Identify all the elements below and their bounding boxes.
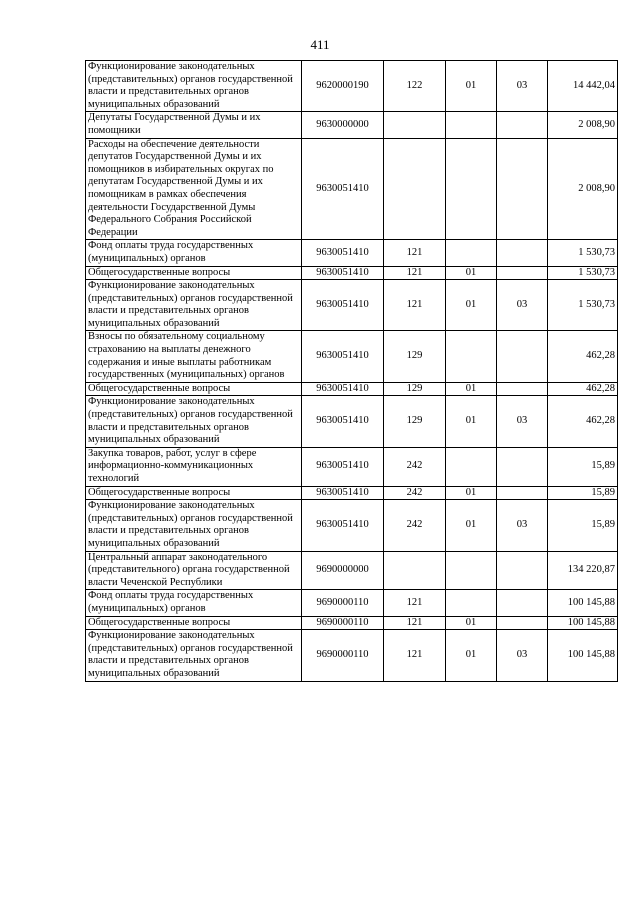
row-code-cell: 9690000000 — [302, 551, 384, 590]
row-amount-cell: 100 145,88 — [548, 590, 618, 616]
table-row — [86, 331, 618, 382]
table-row — [86, 280, 618, 331]
row-expense-type-cell: 122 — [384, 61, 446, 112]
row-subsection-cell — [497, 447, 548, 486]
row-amount-cell: 462,28 — [548, 331, 618, 382]
row-subsection-cell — [497, 382, 548, 396]
row-name-cell: Функционирование законодательных (представительных) органов государственной власти и представительных органов муниципальных образований — [86, 630, 302, 681]
row-code-cell: 9690000110 — [302, 630, 384, 681]
row-expense-type-cell: 121 — [384, 240, 446, 266]
row-code-cell: 9690000110 — [302, 590, 384, 616]
table-row — [86, 486, 618, 500]
row-subsection-cell — [497, 138, 548, 240]
row-code-cell: 9630051410 — [302, 500, 384, 551]
row-expense-type-cell: 121 — [384, 280, 446, 331]
row-name-cell: Расходы на обеспечение деятельности депутатов Государственной Думы и их помощников в избирательных округах по депутатам Государственной Думы и их помощникам в рамках обеспечения деятельности Государственной Думы Федерального Собрания Российской Федерации — [86, 138, 302, 240]
row-subsection-cell — [497, 616, 548, 630]
row-subsection-cell: 03 — [497, 61, 548, 112]
row-subsection-cell — [497, 331, 548, 382]
row-name-cell: Фонд оплаты труда государственных (муниципальных) органов — [86, 590, 302, 616]
table-row — [86, 240, 618, 266]
row-expense-type-cell — [384, 138, 446, 240]
row-amount-cell: 15,89 — [548, 447, 618, 486]
row-amount-cell: 15,89 — [548, 500, 618, 551]
row-section-cell — [446, 138, 497, 240]
row-code-cell: 9630051410 — [302, 396, 384, 447]
row-code-cell: 9630051410 — [302, 138, 384, 240]
row-code-cell: 9630051410 — [302, 382, 384, 396]
row-amount-cell: 1 530,73 — [548, 240, 618, 266]
table-row — [86, 551, 618, 590]
row-amount-cell: 1 530,73 — [548, 266, 618, 280]
row-expense-type-cell: 129 — [384, 396, 446, 447]
row-name-cell: Центральный аппарат законодательного (представительного) органа государственной власти Чеченской Республики — [86, 551, 302, 590]
row-subsection-cell — [497, 590, 548, 616]
row-amount-cell: 100 145,88 — [548, 616, 618, 630]
row-amount-cell: 134 220,87 — [548, 551, 618, 590]
row-expense-type-cell: 242 — [384, 486, 446, 500]
row-subsection-cell — [497, 266, 548, 280]
row-amount-cell: 2 008,90 — [548, 112, 618, 138]
budget-table-body — [86, 61, 618, 682]
table-row — [86, 500, 618, 551]
page-number: 411 — [310, 37, 330, 52]
row-section-cell: 01 — [446, 382, 497, 396]
row-expense-type-cell: 129 — [384, 331, 446, 382]
budget-table — [85, 60, 618, 682]
row-section-cell — [446, 112, 497, 138]
row-subsection-cell: 03 — [497, 396, 548, 447]
row-section-cell: 01 — [446, 500, 497, 551]
row-subsection-cell: 03 — [497, 500, 548, 551]
table-row — [86, 396, 618, 447]
row-name-cell: Общегосударственные вопросы — [86, 616, 302, 630]
row-expense-type-cell: 242 — [384, 447, 446, 486]
row-name-cell: Общегосударственные вопросы — [86, 382, 302, 396]
row-amount-cell: 2 008,90 — [548, 138, 618, 240]
row-subsection-cell — [497, 112, 548, 138]
table-row — [86, 266, 618, 280]
row-expense-type-cell: 121 — [384, 590, 446, 616]
row-name-cell: Функционирование законодательных (представительных) органов государственной власти и представительных органов муниципальных образований — [86, 396, 302, 447]
row-name-cell: Общегосударственные вопросы — [86, 266, 302, 280]
row-name-cell: Функционирование законодательных (представительных) органов государственной власти и представительных органов муниципальных образований — [86, 500, 302, 551]
row-code-cell: 9630051410 — [302, 331, 384, 382]
row-section-cell — [446, 590, 497, 616]
row-section-cell — [446, 240, 497, 266]
row-subsection-cell: 03 — [497, 280, 548, 331]
row-section-cell: 01 — [446, 630, 497, 681]
row-subsection-cell: 03 — [497, 630, 548, 681]
table-row — [86, 382, 618, 396]
row-code-cell: 9620000190 — [302, 61, 384, 112]
row-amount-cell: 100 145,88 — [548, 630, 618, 681]
row-section-cell — [446, 331, 497, 382]
row-name-cell: Общегосударственные вопросы — [86, 486, 302, 500]
row-code-cell: 9630000000 — [302, 112, 384, 138]
row-section-cell: 01 — [446, 280, 497, 331]
row-expense-type-cell: 242 — [384, 500, 446, 551]
row-subsection-cell — [497, 486, 548, 500]
row-section-cell: 01 — [446, 61, 497, 112]
row-section-cell — [446, 551, 497, 590]
row-code-cell: 9630051410 — [302, 240, 384, 266]
row-name-cell: Фонд оплаты труда государственных (муниципальных) органов — [86, 240, 302, 266]
row-expense-type-cell: 121 — [384, 266, 446, 280]
table-row — [86, 630, 618, 681]
row-code-cell: 9630051410 — [302, 486, 384, 500]
row-expense-type-cell: 121 — [384, 630, 446, 681]
row-name-cell: Функционирование законодательных (представительных) органов государственной власти и представительных органов муниципальных образований — [86, 61, 302, 112]
row-expense-type-cell: 121 — [384, 616, 446, 630]
row-code-cell: 9630051410 — [302, 266, 384, 280]
table-row — [86, 616, 618, 630]
row-code-cell: 9630051410 — [302, 447, 384, 486]
table-row — [86, 447, 618, 486]
row-section-cell: 01 — [446, 616, 497, 630]
table-row — [86, 112, 618, 138]
row-expense-type-cell: 129 — [384, 382, 446, 396]
row-amount-cell: 1 530,73 — [548, 280, 618, 331]
row-expense-type-cell — [384, 551, 446, 590]
row-amount-cell: 14 442,04 — [548, 61, 618, 112]
row-section-cell: 01 — [446, 486, 497, 500]
row-amount-cell: 462,28 — [548, 382, 618, 396]
row-name-cell: Взносы по обязательному социальному страхованию на выплаты денежного содержания и иные выплаты работникам государственных (муниципальных) органов — [86, 331, 302, 382]
row-subsection-cell — [497, 551, 548, 590]
table-row — [86, 590, 618, 616]
row-amount-cell: 462,28 — [548, 396, 618, 447]
table-row — [86, 138, 618, 240]
row-section-cell — [446, 447, 497, 486]
table-row — [86, 61, 618, 112]
row-code-cell: 9630051410 — [302, 280, 384, 331]
row-code-cell: 9690000110 — [302, 616, 384, 630]
row-name-cell: Функционирование законодательных (представительных) органов государственной власти и представительных органов муниципальных образований — [86, 280, 302, 331]
row-amount-cell: 15,89 — [548, 486, 618, 500]
row-section-cell: 01 — [446, 266, 497, 280]
row-name-cell: Депутаты Государственной Думы и их помощники — [86, 112, 302, 138]
row-expense-type-cell — [384, 112, 446, 138]
row-subsection-cell — [497, 240, 548, 266]
row-name-cell: Закупка товаров, работ, услуг в сфере информационно-коммуникационных технологий — [86, 447, 302, 486]
row-section-cell: 01 — [446, 396, 497, 447]
